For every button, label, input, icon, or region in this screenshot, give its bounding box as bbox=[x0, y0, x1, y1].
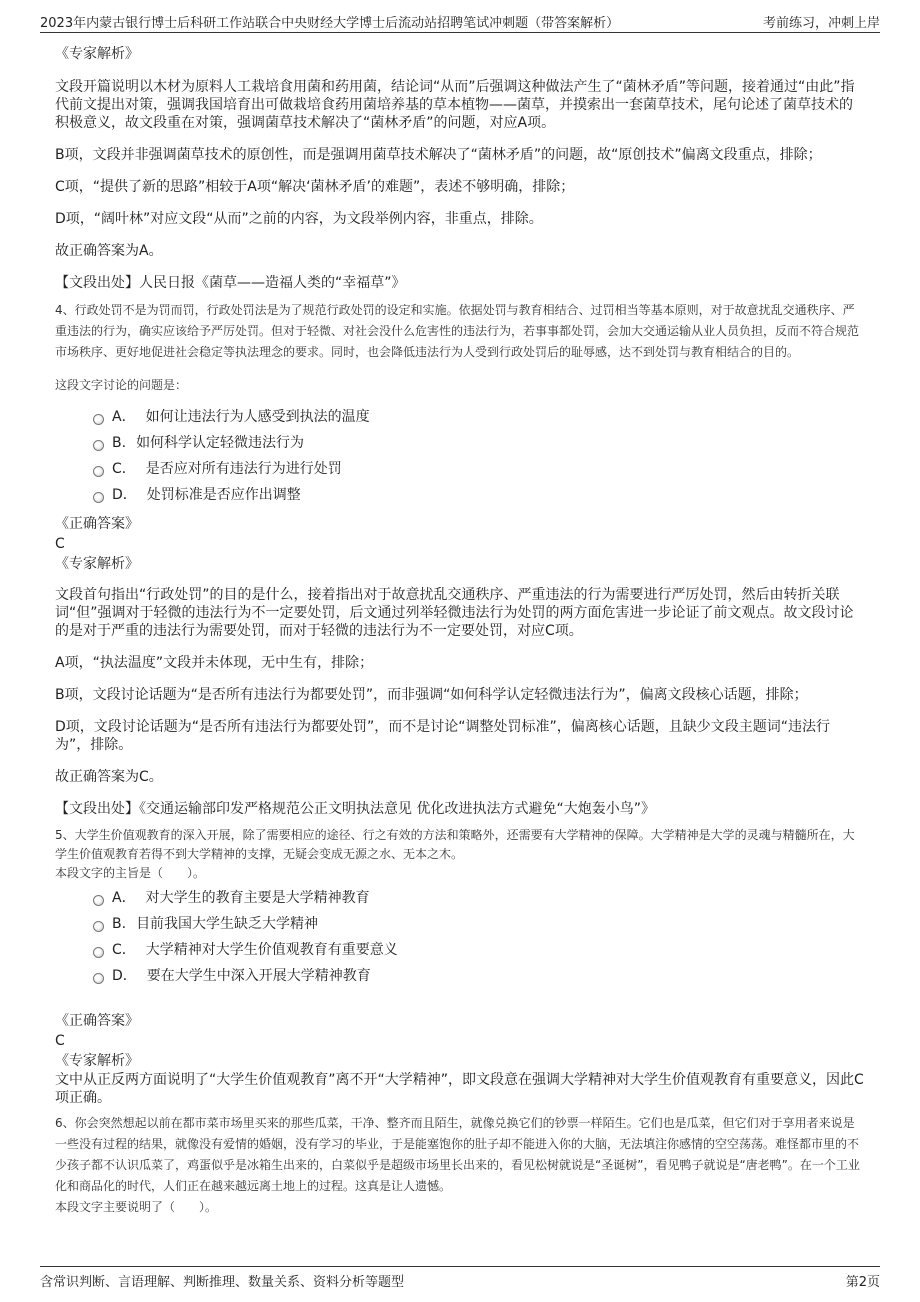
question-prompt: 本段文字的主旨是（ ）。 bbox=[55, 866, 206, 880]
option-list bbox=[55, 408, 865, 504]
header-slogan: 考前练习，冲刺上岸 bbox=[762, 16, 880, 31]
option-text: 对大学生的教育主要是大学精神教育 bbox=[145, 890, 370, 906]
footer-note: 含常识判断、言语理解、判断推理、数量关系、资料分析等题型 bbox=[40, 1275, 405, 1290]
option-key: C． bbox=[112, 942, 136, 958]
option-c[interactable] bbox=[55, 460, 865, 478]
answer-label: 《正确答案》 bbox=[55, 516, 139, 532]
page-header bbox=[40, 8, 880, 33]
answer-value: C bbox=[55, 536, 65, 552]
question-prompt: 这段文字讨论的问题是： bbox=[55, 378, 188, 392]
option-a[interactable] bbox=[55, 408, 865, 426]
radio-icon[interactable] bbox=[93, 492, 104, 503]
analysis-paragraph: 文中从正反两方面说明了“大学生价值观教育”离不开“大学精神”，即文段意在强调大学精神对大学生价值观教育有重要意义，因此C项正确。 bbox=[55, 1072, 864, 1106]
option-text: 是否应对所有违法行为进行处罚 bbox=[145, 461, 342, 477]
radio-icon[interactable] bbox=[93, 466, 104, 477]
option-text: 如何科学认定轻微违法行为 bbox=[136, 435, 305, 451]
analysis-label: 《专家解析》 bbox=[55, 46, 139, 62]
analysis-paragraph: 文段开篇说明以木材为原料人工栽培食用菌和药用菌，结论词“从而”后强调这种做法产生了“菌林矛盾”等问题，接着通过“由此”指代前文提出对策，强调我国培育出可做栽培食药用菌培养基的草本植物——菌草，并摸索出一套菌草技术，尾句论述了菌草技术的积极意义，故文段重在对策，强调菌草技术解决了“菌林矛盾”的问题，对应A项。 bbox=[55, 79, 855, 131]
source-note: 【文段出处】《交通运输部印发严格规范公正文明执法意见 优化改进执法方式避免“大炮轰小鸟”》 bbox=[55, 801, 655, 817]
answer-label: 《正确答案》 bbox=[55, 1013, 139, 1029]
analysis-paragraph: D项，“阔叶林”对应文段“从而”之前的内容，为文段举例内容，非重点，排除。 bbox=[55, 211, 543, 227]
question-prompt: 本段文字主要说明了（ ）。 bbox=[55, 1200, 218, 1214]
question-stem: 5、大学生价值观教育的深入开展，除了需要相应的途径、行之有效的方法和策略外，还需要有大学精神的保障。大学精神是大学的灵魂与精髓所在，大学生价值观教育若得不到大学精神的支撑，无疑会变成无源之水、无本之木。 bbox=[55, 828, 855, 861]
question-stem: 4、行政处罚不是为罚而罚，行政处罚法是为了规范行政处罚的设定和实施。依据处罚与教育相结合、过罚相当等基本原则，对于故意扰乱交通秩序、严重违法的行为，确实应该给予严厉处罚。但对于轻微、对社会没什么危害性的违法行为，若事事都处罚，会加大交通运输从业人员负担，反而不符合规范市场秩序、更好地促进社会稳定等执法理念的要求。同时，也会降低违法行为人受到行政处罚后的耻辱感，达不到处罚与教育相结合的目的。 bbox=[55, 303, 860, 359]
analysis-conclusion: 故正确答案为A。 bbox=[55, 243, 163, 259]
page-content bbox=[55, 44, 865, 1218]
page-footer bbox=[40, 1266, 880, 1293]
radio-icon[interactable] bbox=[93, 973, 104, 984]
option-text: 目前我国大学生缺乏大学精神 bbox=[136, 916, 319, 932]
analysis-paragraph: 文段首句指出“行政处罚”的目的是什么，接着指出对于故意扰乱交通秩序、严重违法的行为需要进行严厉处罚，然后由转折关联词“但”强调对于轻微的违法行为不一定要处罚，后文通过列举轻微违法行为处罚的两方面危害进一步论证了前文观点。故文段讨论的是对于严重的违法行为需要处罚，而对于轻微的违法行为不一定要处罚，对应C项。 bbox=[55, 587, 854, 639]
analysis-paragraph: B项，文段并非强调菌草技术的原创性，而是强调用菌草技术解决了“菌林矛盾”的问题，故“原创技术”偏离文段重点，排除； bbox=[55, 147, 822, 163]
radio-icon[interactable] bbox=[93, 440, 104, 451]
option-key: C． bbox=[112, 461, 136, 477]
analysis-paragraph: D项，文段讨论话题为“是否所有违法行为都要处罚”，而不是讨论“调整处罚标准”，偏离核心话题，且缺少文段主题词“违法行为”，排除。 bbox=[55, 719, 831, 753]
question-stem: 6、你会突然想起以前在都市菜市场里买来的那些瓜菜，干净、整齐而且陌生，就像兑换它们的钞票一样陌生。它们也是瓜菜，但它们对于享用者来说是一些没有过程的结果，就像没有爱情的婚姻，没有学习的毕业，于是能塞饱你的肚子却不能进入你的大脑，无法填注你感情的空空荡荡。难怪都市里的不少孩子都不认识瓜菜了，鸡蛋似乎是冰箱生出来的，白菜似乎是超级市场里长出来的，看见松树就说是“圣诞树”，看见鸭子就说是“唐老鸭”。在一个工业化和商品化的时代，人们正在越来越远离土地上的过程。这真是让人遗憾。 bbox=[55, 1116, 860, 1193]
option-a[interactable] bbox=[55, 889, 865, 907]
page-number: 第2页 bbox=[845, 1275, 880, 1290]
option-key: B. bbox=[112, 435, 127, 451]
answer-value: C bbox=[55, 1033, 65, 1049]
analysis-conclusion: 故正确答案为C。 bbox=[55, 769, 163, 785]
analysis-paragraph: A项，“执法温度”文段并未体现，无中生有，排除； bbox=[55, 655, 374, 671]
option-text: 要在大学生中深入开展大学精神教育 bbox=[146, 968, 371, 984]
option-key: A． bbox=[112, 890, 136, 906]
option-text: 大学精神对大学生价值观教育有重要意义 bbox=[145, 942, 398, 958]
analysis-paragraph: C项，“提供了新的思路”相较于A项“解决‘菌林矛盾’的难题”，表述不够明确，排除； bbox=[55, 179, 575, 195]
radio-icon[interactable] bbox=[93, 947, 104, 958]
analysis-label: 《专家解析》 bbox=[55, 1053, 139, 1069]
document-title: 2023年内蒙古银行博士后科研工作站联合中央财经大学博士后流动站招聘笔试冲刺题（带答案解析） bbox=[40, 16, 620, 31]
radio-icon[interactable] bbox=[93, 414, 104, 425]
option-key: B. bbox=[112, 916, 127, 932]
option-key: D． bbox=[112, 968, 137, 984]
option-list bbox=[55, 889, 865, 985]
option-key: D． bbox=[112, 487, 137, 503]
source-note: 【文段出处】人民日报《菌草——造福人类的“幸福草”》 bbox=[55, 275, 406, 291]
option-b[interactable] bbox=[55, 434, 865, 452]
option-key: A． bbox=[112, 409, 136, 425]
option-d[interactable] bbox=[55, 486, 865, 504]
analysis-paragraph: B项，文段讨论话题为“是否所有违法行为都要处罚”，而非强调“如何科学认定轻微违法行为”，偏离文段核心话题，排除； bbox=[55, 687, 808, 703]
option-c[interactable] bbox=[55, 941, 865, 959]
option-d[interactable] bbox=[55, 967, 865, 985]
option-b[interactable] bbox=[55, 915, 865, 933]
radio-icon[interactable] bbox=[93, 895, 104, 906]
analysis-label: 《专家解析》 bbox=[55, 556, 139, 572]
option-text: 处罚标准是否应作出调整 bbox=[146, 487, 301, 503]
radio-icon[interactable] bbox=[93, 921, 104, 932]
option-text: 如何让违法行为人感受到执法的温度 bbox=[145, 409, 370, 425]
